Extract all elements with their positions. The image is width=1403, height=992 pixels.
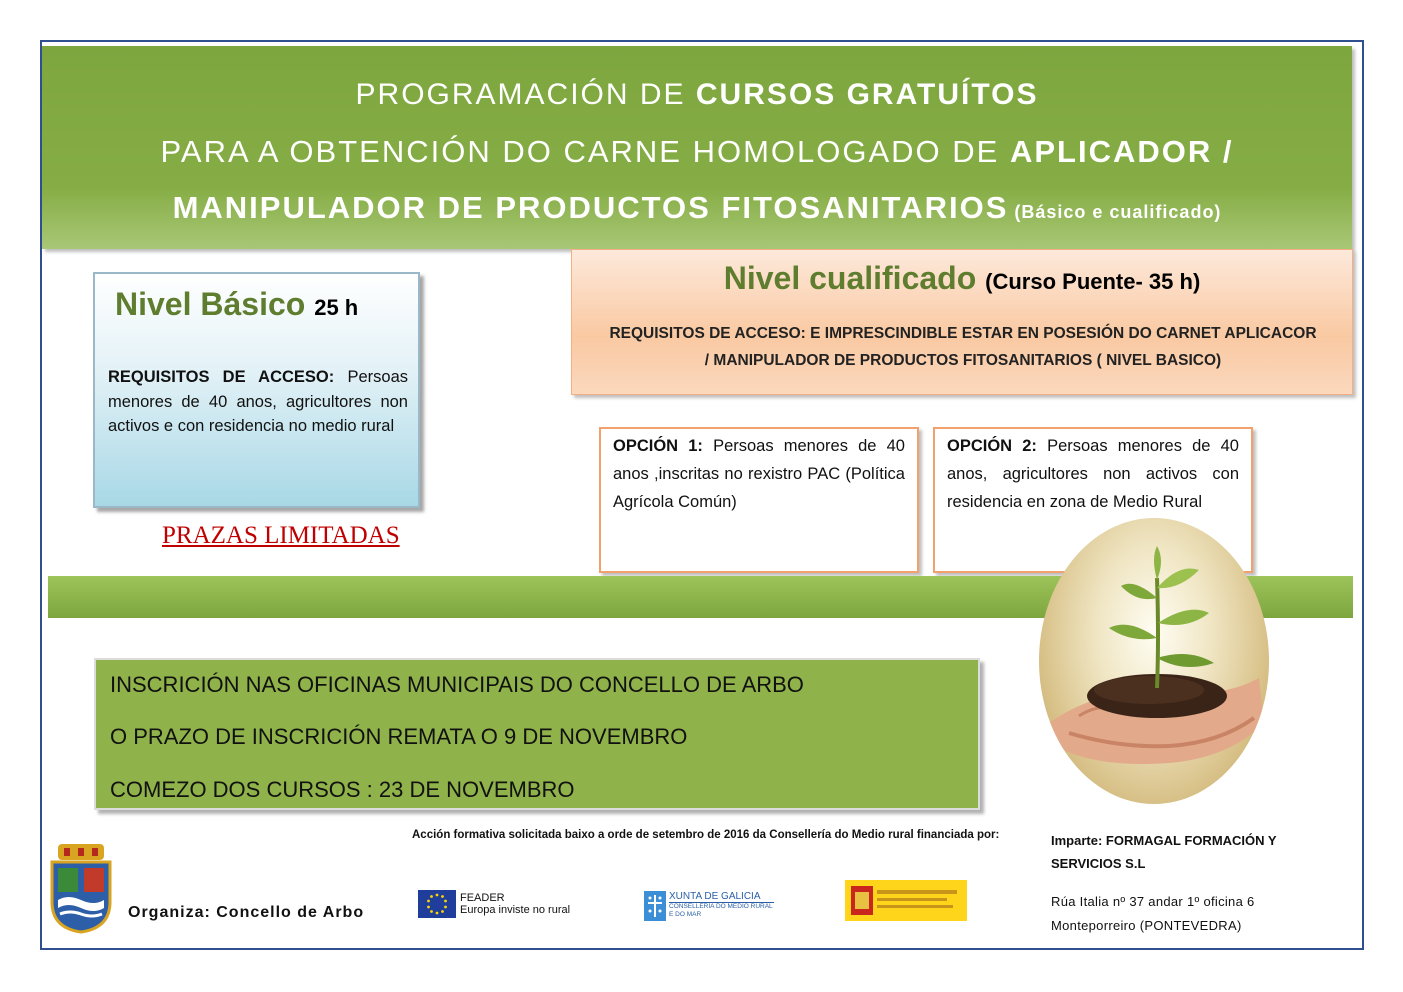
limited-places-notice: PRAZAS LIMITADAS [162,522,400,549]
inscription-line-1: INSCRICIÓN NAS OFICINAS MUNICIPAIS DO CONCELLO DE ARBO [110,672,804,697]
basic-level-box [93,272,420,508]
spain-ministry-emblem-icon [845,880,967,921]
xunta-galicia-logo [644,891,774,921]
header-banner [42,46,1352,249]
organizer-label: Organiza: Concello de Arbo [128,904,365,921]
ministry-logo [845,880,967,921]
provider-address: Rúa Italia nº 37 andar 1º oficina 6 Monteporreiro (PONTEVEDRA) [1051,894,1255,933]
xunta-title: XUNTA DE GALICIA [669,891,774,903]
feader-subtitle: Europa inviste no rural [460,904,571,916]
basic-requirements: REQUISITOS DE ACCESO: Persoas menores de 40 anos, agricultores non activos e con residencia no medio rural [108,368,408,435]
funding-statement: Acción formativa solicitada baixo a orde de setembro de 2016 da Consellería do Medio rural financiada por: [412,829,1000,841]
eu-flag-icon [418,890,456,918]
course-start-date: COMEZO DOS CURSOS : 23 DE NOVEMBRO [110,777,575,802]
qualified-level-box [571,249,1353,395]
plant-illustration-icon [1039,518,1269,804]
header-line-1: PROGRAMACIÓN DE CURSOS GRATUÍTOS [355,78,1039,111]
coat-of-arms-icon [48,842,114,934]
basic-level-title: Nivel Básico 25 h [115,286,359,322]
training-provider: Imparte: FORMAGAL FORMACIÓN Y SERVICIOS S.L [1051,833,1277,871]
xunta-subtitle: CONSELLERÍA DO MEDIO RURAL E DO MAR [669,903,773,918]
qualified-level-title: Nivel cualificado (Curso Puente- 35 h) [723,260,1201,296]
concello-arbo-shield-logo [48,842,114,934]
inscription-box [94,658,980,810]
xunta-emblem-icon [644,891,666,921]
qualified-requirements: REQUISITOS DE ACCESO: E IMPRESCINDIBLE ESTAR EN POSESIÓN DO CARNET APLICACOR / MANIPULADOR DE PRODUCTOS FITOSANITARIOS ( NIVEL BASICO) [609,325,1317,369]
feader-logo [418,890,570,918]
plant-in-hands-image [1039,518,1269,804]
header-line-3: MANIPULADOR DE PRODUCTOS FITOSANITARIOS (Básico e cualificado) [172,190,1222,225]
option-1-box: OPCIÓN 1: Persoas menores de 40 anos ,inscritas no rexistro PAC (Política Agrícola Común) [599,427,919,573]
feader-title: FEADER [460,892,505,904]
option-2-box: OPCIÓN 2: Persoas menores de 40 anos, agricultores non activos con residencia en zona de Medio Rural [933,427,1253,573]
inscription-deadline: O PRAZO DE INSCRICIÓN REMATA O 9 DE NOVEMBRO [110,724,688,749]
header-line-2: PARA A OBTENCIÓN DO CARNE HOMOLOGADO DE APLICADOR / [160,134,1234,169]
